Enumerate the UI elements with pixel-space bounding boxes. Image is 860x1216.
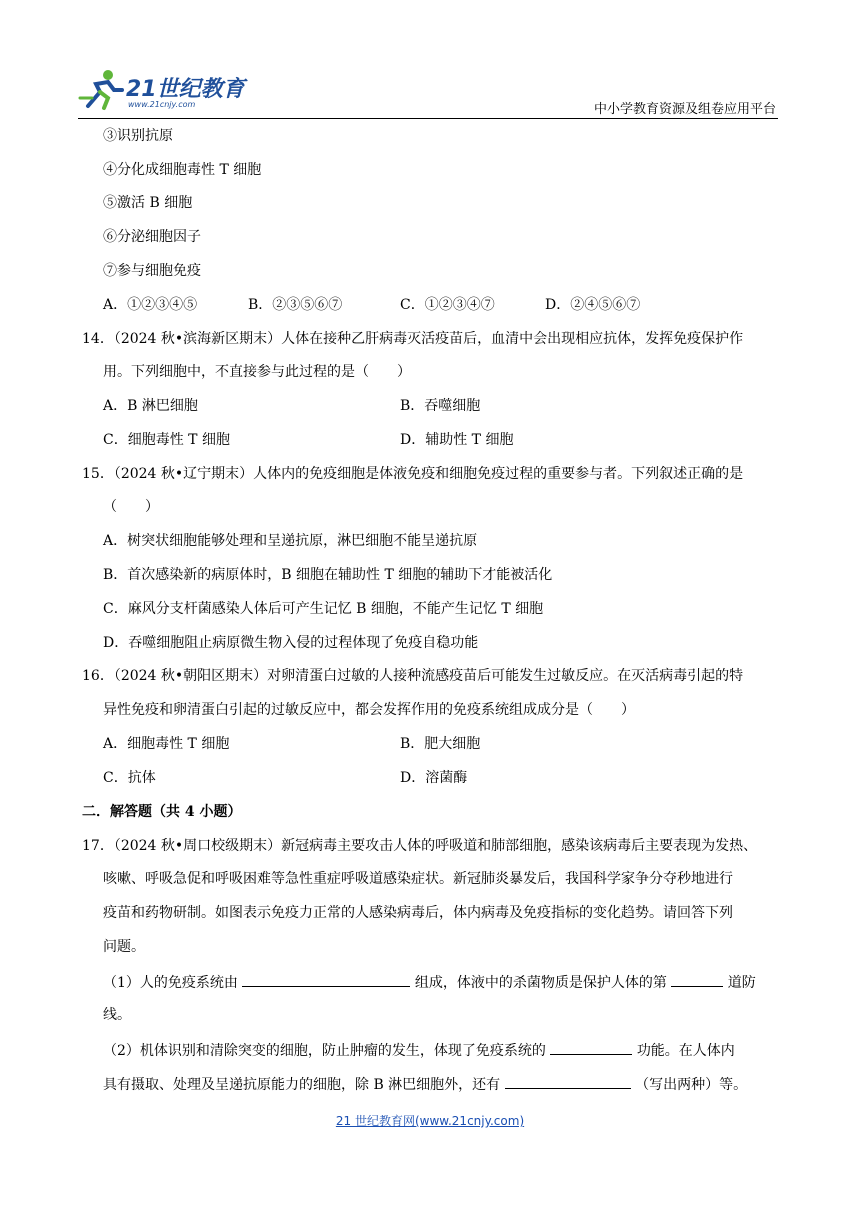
page-header xyxy=(78,68,778,119)
question-14-choice-a: A．B 淋巴细胞 xyxy=(103,398,198,414)
question-17-part-1-cont: 线。 xyxy=(103,1007,131,1023)
answer-blank-immune-system[interactable] xyxy=(242,971,410,987)
logo xyxy=(78,68,248,114)
footer-link[interactable]: 21 世纪教育网(www.21cnjy.com) xyxy=(335,1114,525,1128)
question-16-stem-cont: 异性免疫和卵清蛋白引起的过敏反应中，都会发挥作用的免疫系统组成成分是（ ） xyxy=(103,702,635,718)
question-14-choice-c: C．细胞毒性 T 细胞 xyxy=(103,432,230,448)
part-1-text-a: （1）人的免疫系统由 xyxy=(103,975,238,991)
part-2-text-d: （写出两种）等。 xyxy=(635,1077,748,1093)
question-14-stem: 14．（2024 秋•滨海新区期末）人体在接种乙肝病毒灭活疫苗后，血清中会出现相应抗体，发挥免疫保护作 xyxy=(82,331,744,347)
question-17-stem-cont-2: 疫苗和药物研制。如图表示免疫力正常的人感染病毒后，体内病毒及免疫指标的变化趋势。请回答下列 xyxy=(103,905,733,921)
question-14-choice-d: D．辅助性 T 细胞 xyxy=(400,432,514,448)
choice-a: A．①②③④⑤ xyxy=(103,297,198,313)
question-15-choice-d: D．吞噬细胞阻止病原微生物入侵的过程体现了免疫自稳功能 xyxy=(103,635,479,651)
question-17-part-2 xyxy=(103,1039,735,1061)
header-platform-name: 中小学教育资源及组卷应用平台 xyxy=(593,102,776,117)
answer-blank-defense-line[interactable] xyxy=(671,971,723,987)
question-15-stem: 15．（2024 秋•辽宁期末）人体内的免疫细胞是体液免疫和细胞免疫过程的重要参与者。下列叙述正确的是 xyxy=(82,466,744,482)
choice-b: B．②③⑤⑥⑦ xyxy=(248,297,343,313)
choice-c: C．①②③④⑦ xyxy=(400,297,495,313)
option-item-5: ⑤激活 B 细胞 xyxy=(103,195,193,211)
option-item-6: ⑥分泌细胞因子 xyxy=(103,229,201,245)
question-17-part-2-cont xyxy=(103,1073,747,1095)
question-15-choice-a: A．树突状细胞能够处理和呈递抗原，淋巴细胞不能呈递抗原 xyxy=(103,533,478,549)
question-17-stem: 17．（2024 秋•周口校级期末）新冠病毒主要攻击人体的呼吸道和肺部细胞，感染该病毒后主要表现为发热、 xyxy=(82,838,758,854)
choice-d: D．②④⑤⑥⑦ xyxy=(545,297,641,313)
question-17-part-1 xyxy=(103,971,756,993)
part-2-text-a: （2）机体识别和清除突变的细胞，防止肿瘤的发生，体现了免疫系统的 xyxy=(103,1043,546,1059)
answer-blank-function[interactable] xyxy=(550,1039,632,1055)
question-14-choice-b: B．吞噬细胞 xyxy=(400,398,481,414)
logo-text: 21世纪教育 xyxy=(126,77,245,102)
section-heading-2: 二．解答题（共 4 小题） xyxy=(82,804,242,820)
question-14-stem-cont: 用。下列细胞中，不直接参与此过程的是（ ） xyxy=(103,364,411,380)
question-17-stem-cont-1: 咳嗽、呼吸急促和呼吸困难等急性重症呼吸道感染症状。新冠肺炎暴发后，我国科学家争分夺秒地进行 xyxy=(103,871,733,887)
part-2-text-b: 功能。在人体内 xyxy=(636,1043,735,1059)
question-15-choice-b: B．首次感染新的病原体时，B 细胞在辅助性 T 细胞的辅助下才能被活化 xyxy=(103,567,553,583)
part-2-text-c: 具有摄取、处理及呈递抗原能力的细胞，除 B 淋巴细胞外，还有 xyxy=(103,1077,501,1093)
logo-url: www.21cnjy.com xyxy=(128,100,196,109)
page-footer xyxy=(0,1112,860,1129)
option-item-4: ④分化成细胞毒性 T 细胞 xyxy=(103,162,262,178)
question-16-choice-a: A．细胞毒性 T 细胞 xyxy=(103,736,230,752)
part-1-text-b: 组成，体液中的杀菌物质是保护人体的第 xyxy=(414,975,667,991)
question-15-stem-cont: （ ） xyxy=(103,499,159,515)
option-item-7: ⑦参与细胞免疫 xyxy=(103,263,201,279)
question-16-stem: 16．（2024 秋•朝阳区期末）对卵清蛋白过敏的人接种流感疫苗后可能发生过敏反应。在灭活病毒引起的特 xyxy=(82,668,744,684)
answer-blank-apc-cells[interactable] xyxy=(505,1073,631,1089)
question-16-choice-d: D．溶菌酶 xyxy=(400,770,468,786)
option-item-3: ③识别抗原 xyxy=(103,128,173,144)
question-16-choice-b: B．肥大细胞 xyxy=(400,736,481,752)
question-17-stem-cont-3: 问题。 xyxy=(103,939,145,955)
runner-logo-icon xyxy=(78,68,126,112)
question-16-choice-c: C．抗体 xyxy=(103,770,156,786)
question-15-choice-c: C．麻风分支杆菌感染人体后可产生记忆 B 细胞，不能产生记忆 T 细胞 xyxy=(103,601,544,617)
part-1-text-c: 道防 xyxy=(727,975,756,991)
